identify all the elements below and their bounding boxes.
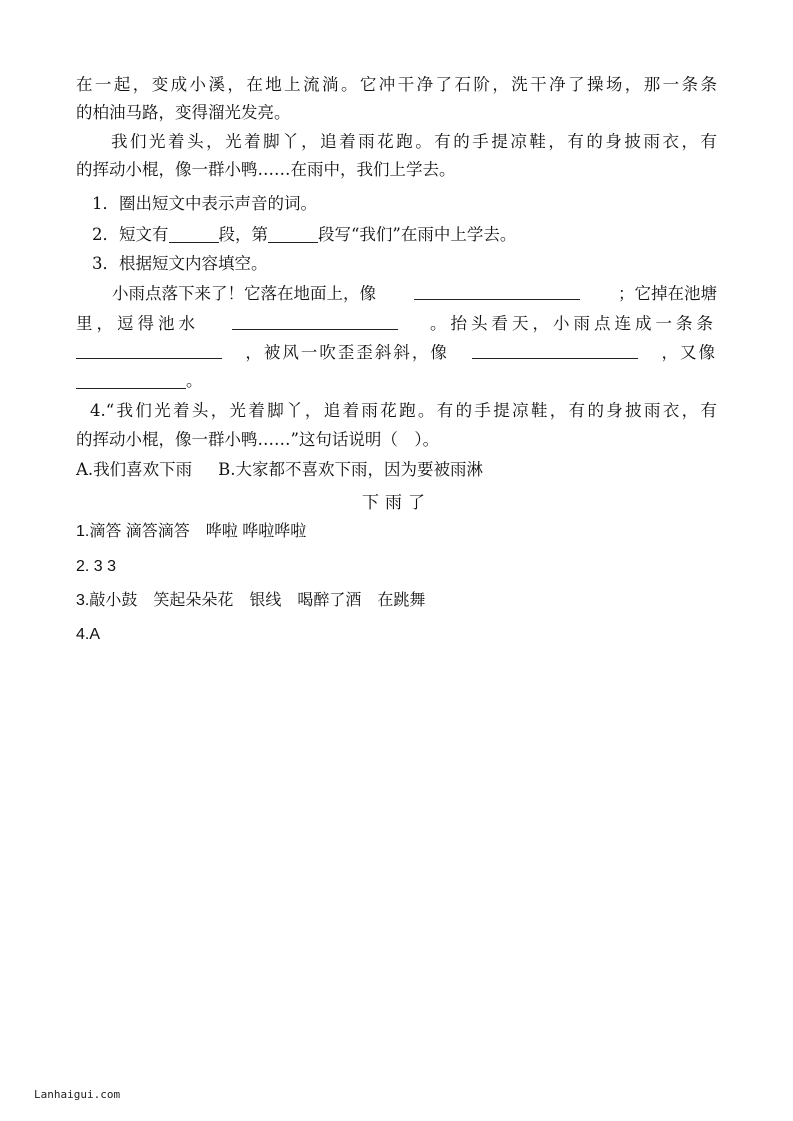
answer-blank [472, 342, 638, 359]
question-2-part-c: 段写“我们”在雨中上学去。 [318, 225, 517, 244]
question-3-fill-line4 [76, 370, 717, 392]
passage-para2-line2: 的挥动小棍，像一群小鸭……在雨中，我们上学去。 [76, 160, 456, 179]
question-3-fill-line2 [76, 313, 717, 335]
fill-line2-b: 。抬头看天，小雨点连成一条条 [430, 314, 717, 333]
question-2-part-b: 段，第 [218, 225, 268, 244]
question-2-part-a: 2．短文有 [92, 225, 169, 244]
answer-blank [232, 313, 398, 330]
answer-blank [76, 372, 186, 389]
fill-line1-b: ；它掉在池塘 [618, 284, 717, 303]
answer-blank [169, 226, 219, 243]
answer-4: 4.A [76, 626, 101, 643]
question-3: 3．根据短文内容填空。 [92, 254, 268, 273]
question-4-line1: 4.“我们光着头，光着脚丫，追着雨花跑。有的手提凉鞋，有的身披雨衣，有 [90, 401, 717, 420]
question-2 [92, 224, 733, 246]
answer-title: 下雨了 [362, 493, 431, 513]
passage-para1-line2: 的柏油马路，变得溜光发亮。 [76, 103, 291, 122]
answer-blank [76, 342, 222, 359]
answer-2: 2. 3 3 [76, 558, 117, 575]
fill-line3-a: ，被风一吹歪歪斜斜，像 [245, 343, 449, 362]
question-4-options [76, 459, 717, 481]
option-b: B.大家都不喜欢下雨，因为要被雨淋 [218, 460, 484, 479]
option-a: A.我们喜欢下雨 [76, 460, 193, 479]
answer-blank [268, 226, 318, 243]
fill-line3-b: ，又像 [661, 343, 717, 362]
fill-line1-a: 小雨点落下来了！它落在地面上，像 [112, 284, 376, 303]
fill-line2-a: 里，逗得池水 [76, 314, 199, 333]
passage-para2-line1: 我们光着头，光着脚丫，追着雨花跑。有的手提凉鞋，有的身披雨衣，有 [111, 132, 717, 151]
question-3-fill-line1 [112, 283, 717, 305]
fill-line4-end: 。 [186, 371, 203, 390]
answer-3: 3.敲小鼓 笑起朵朵花 银线 喝醉了酒 在跳舞 [76, 592, 426, 609]
passage-para1-line1: 在一起，变成小溪，在地上流淌。它冲干净了石阶，洗干净了操场，那一条条 [76, 75, 717, 94]
question-4-line2: 的挥动小棍，像一群小鸭……”这句话说明（ ）。 [76, 430, 440, 449]
answer-1: 1.滴答 滴答滴答 哗啦 哗啦哗啦 [76, 523, 307, 540]
question-3-fill-line3 [76, 342, 717, 364]
question-1: 1．圈出短文中表示声音的词。 [92, 194, 317, 213]
footer-site: Lanhaigui.com [34, 1088, 121, 1101]
answer-blank [414, 283, 580, 300]
